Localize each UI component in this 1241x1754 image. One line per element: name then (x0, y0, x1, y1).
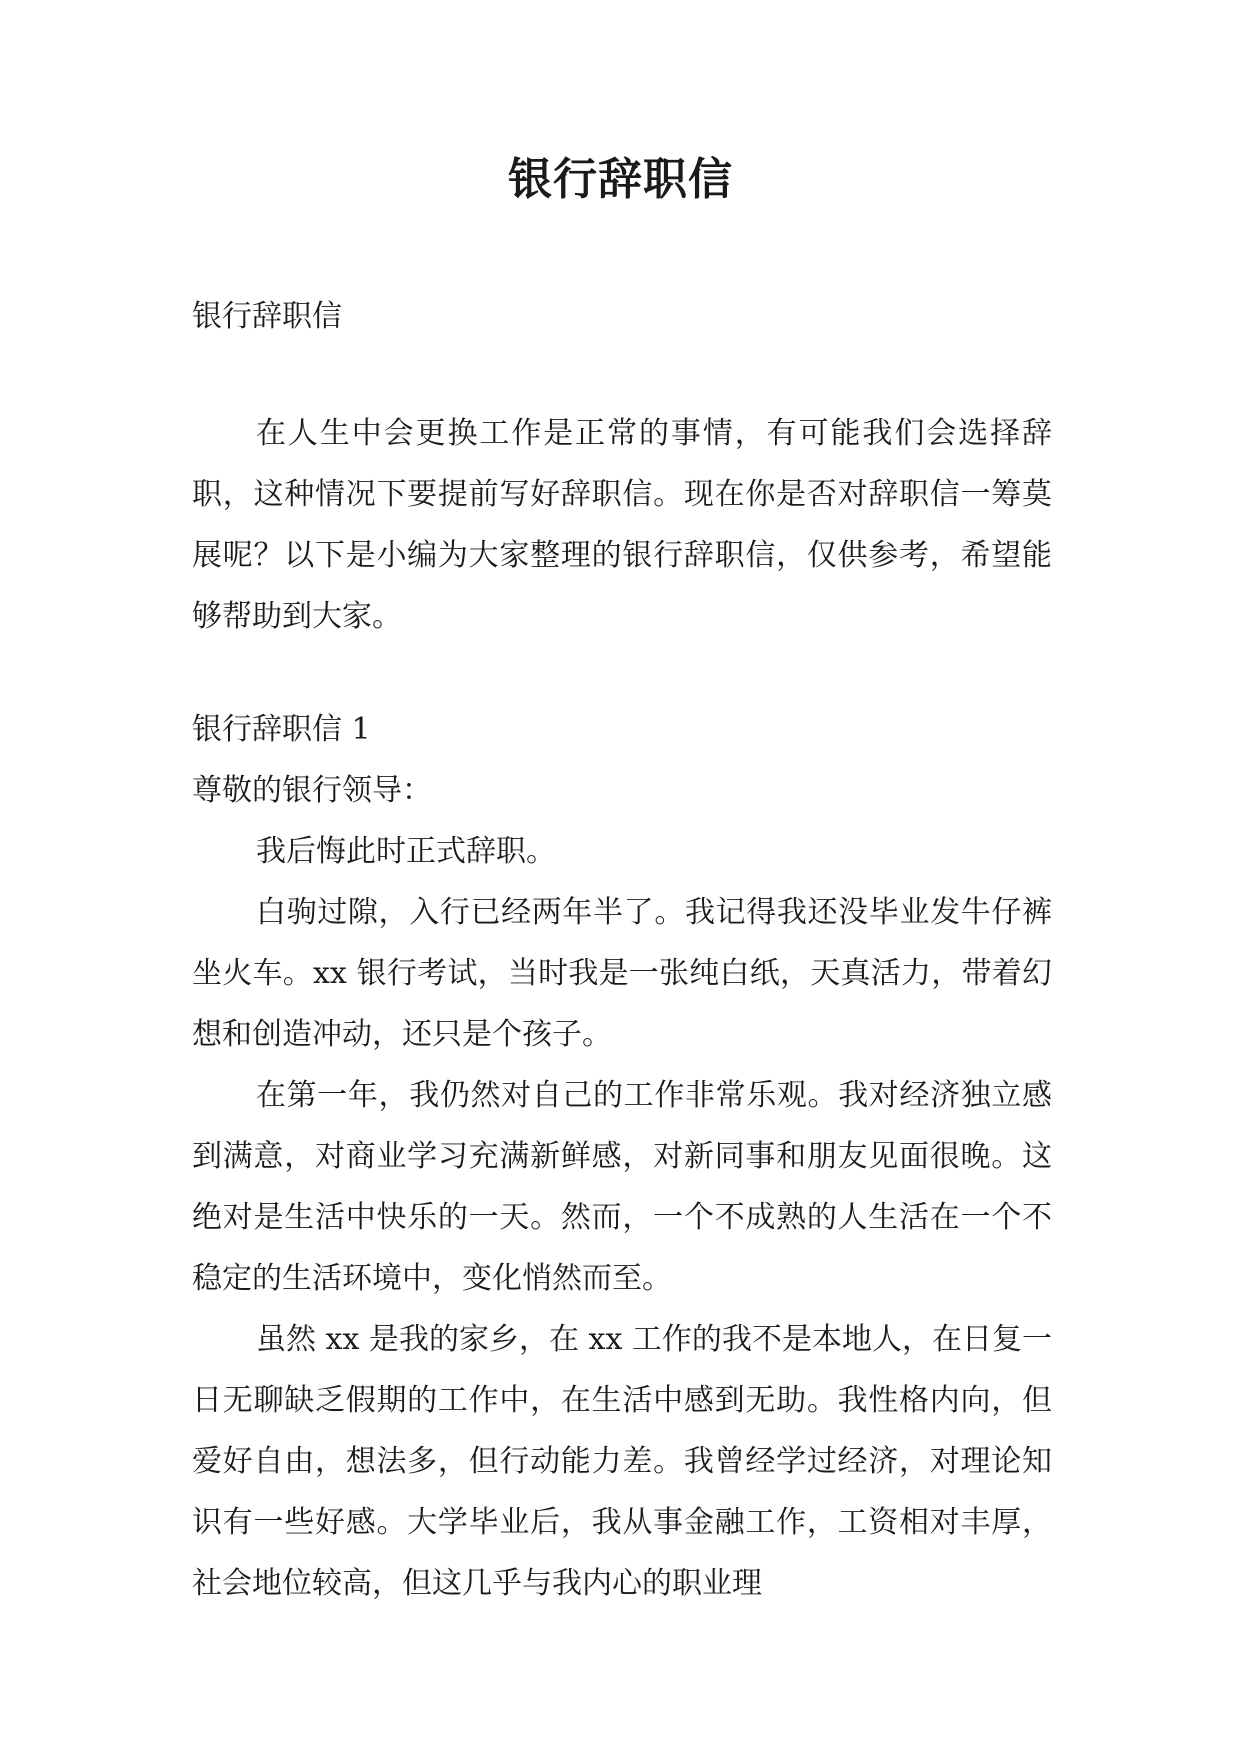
document-body (192, 286, 1052, 1614)
letter-paragraph: 我后悔此时正式辞职。 (256, 834, 556, 869)
letter-paragraph: 在第一年，我仍然对自己的工作非常乐观。我对经济独立感到满意，对商业学习充满新鲜感，对新同事和朋友见面很晚。这绝对是生活中快乐的一天。然而，一个不成熟的人生活在一个不稳定的生活环境中，变化悄然而至。 (192, 1078, 1052, 1296)
section-heading: 银行辞职信 1 (192, 712, 371, 747)
salutation: 尊敬的银行领导： (192, 773, 432, 808)
letter-paragraph: 虽然 xx 是我的家乡，在 xx 工作的我不是本地人，在日复一日无聊缺乏假期的工作中，在生活中感到无助。我性格内向，但爱好自由，想法多，但行动能力差。我曾经学过经济，对理论知识有一些好感。大学毕业后，我从事金融工作，工资相对丰厚，社会地位较高，但这几乎与我内心的职业理 (192, 1322, 1052, 1601)
intro-paragraph: 在人生中会更换工作是正常的事情，有可能我们会选择辞职，这种情况下要提前写好辞职信。现在你是否对辞职信一筹莫展呢？以下是小编为大家整理的银行辞职信，仅供参考，希望能够帮助到大家。 (192, 416, 1052, 634)
document-title: 银行辞职信 (508, 154, 733, 205)
letter-paragraph: 白驹过隙，入行已经两年半了。我记得我还没毕业发牛仔裤坐火车。xx 银行考试，当时我是一张纯白纸，天真活力，带着幻想和创造冲动，还只是个孩子。 (192, 895, 1052, 1052)
document-subtitle: 银行辞职信 (192, 299, 342, 334)
